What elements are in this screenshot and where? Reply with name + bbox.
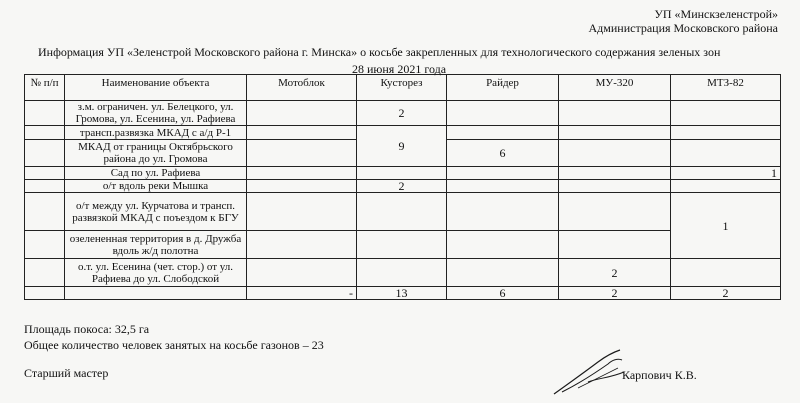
cell-mtz82	[671, 259, 781, 287]
totals-number	[25, 287, 65, 300]
cell-raider: 6	[447, 140, 559, 167]
mowing-table	[24, 74, 781, 300]
cell-kustorez: 9	[357, 126, 447, 167]
cell-motoblok	[247, 101, 357, 126]
object-name: озелененная территория в д. Дружба вдоль ж/д полотна	[65, 231, 247, 259]
cell-kustorez: 2	[357, 101, 447, 126]
handwritten-signature	[548, 348, 628, 398]
row-number	[25, 259, 65, 287]
row-number	[25, 193, 65, 231]
table-row	[25, 180, 781, 193]
document-date: 28 июня 2021 года	[352, 62, 447, 76]
object-name: з.м. ограничен. ул. Белецкого, ул. Громова, ул. Есенина, ул. Рафиева	[65, 101, 247, 126]
cell-mu320	[559, 180, 671, 193]
totals-label	[65, 287, 247, 300]
object-name: Сад по ул. Рафиева	[65, 167, 247, 180]
cell-mtz82	[671, 126, 781, 140]
cell-mu320: 2	[559, 259, 671, 287]
cell-kustorez	[357, 167, 447, 180]
cell-kustorez	[357, 193, 447, 231]
cell-mu320	[559, 101, 671, 126]
column-header-number: № п/п	[25, 75, 65, 101]
cell-raider	[447, 101, 559, 126]
column-header-motoblok: Мотоблок	[247, 75, 357, 101]
cell-mtz82: 1	[671, 193, 781, 259]
cell-kustorez	[357, 231, 447, 259]
table-row	[25, 193, 781, 231]
cell-mtz82	[671, 140, 781, 167]
column-header-mu320: МУ-320	[559, 75, 671, 101]
object-name: о/т вдоль реки Мышка	[65, 180, 247, 193]
cell-mu320	[559, 126, 671, 140]
table-row	[25, 259, 781, 287]
row-number	[25, 231, 65, 259]
cell-mtz82	[671, 180, 781, 193]
mowing-area: Площадь покоса: 32,5 га	[24, 322, 150, 336]
cell-raider	[447, 126, 559, 140]
organization-header	[588, 7, 778, 35]
cell-motoblok	[247, 259, 357, 287]
object-name: МКАД от границы Октябрьского района до ул. Громова	[65, 140, 247, 167]
cell-mu320	[559, 167, 671, 180]
signer-name: Карпович К.В.	[622, 368, 697, 382]
row-number	[25, 101, 65, 126]
row-number	[25, 167, 65, 180]
cell-mu320	[559, 231, 671, 259]
cell-raider	[447, 180, 559, 193]
row-number	[25, 126, 65, 140]
cell-motoblok	[247, 231, 357, 259]
table-header-row	[25, 75, 781, 101]
total-motoblok: -	[247, 287, 357, 300]
object-name: трансп.развязка МКАД с а/д Р-1	[65, 126, 247, 140]
column-header-kustorez: Кусторез	[357, 75, 447, 101]
cell-motoblok	[247, 140, 357, 167]
cell-mtz82	[671, 101, 781, 126]
cell-kustorez: 2	[357, 180, 447, 193]
cell-motoblok	[247, 126, 357, 140]
document-title: Информация УП «Зеленстрой Московского района г. Минска» о косьбе закрепленных для технологического содержания зеленых зон	[38, 45, 721, 59]
object-name: о/т между ул. Курчатова и трансп. развязкой МКАД с поъездом к БГУ	[65, 193, 247, 231]
table-row	[25, 231, 781, 259]
cell-mu320	[559, 140, 671, 167]
column-header-mtz82: МТЗ-82	[671, 75, 781, 101]
workers-count: Общее количество человек занятых на косьбе газонов – 23	[24, 338, 324, 352]
cell-motoblok	[247, 180, 357, 193]
cell-mu320	[559, 193, 671, 231]
cell-raider	[447, 167, 559, 180]
cell-raider	[447, 231, 559, 259]
totals-row	[25, 287, 781, 300]
total-raider: 6	[447, 287, 559, 300]
table-row	[25, 101, 781, 126]
row-number	[25, 180, 65, 193]
row-number	[25, 140, 65, 167]
cell-raider	[447, 259, 559, 287]
table-row	[25, 167, 781, 180]
org-administration: Администрация Московского района	[588, 21, 778, 35]
table-row	[25, 126, 781, 140]
total-kustorez: 13	[357, 287, 447, 300]
column-header-raider: Райдер	[447, 75, 559, 101]
cell-motoblok	[247, 193, 357, 231]
total-mtz82: 2	[671, 287, 781, 300]
column-header-object: Наименование объекта	[65, 75, 247, 101]
cell-motoblok	[247, 167, 357, 180]
total-mu320: 2	[559, 287, 671, 300]
cell-mtz82: 1	[671, 167, 781, 180]
signer-position: Старший мастер	[24, 366, 109, 380]
object-name: о.т. ул. Есенина (чет. стор.) от ул. Рафиева до ул. Слободской	[65, 259, 247, 287]
cell-raider	[447, 193, 559, 231]
cell-kustorez	[357, 259, 447, 287]
org-name: УП «Минскзеленстрой»	[654, 7, 778, 21]
